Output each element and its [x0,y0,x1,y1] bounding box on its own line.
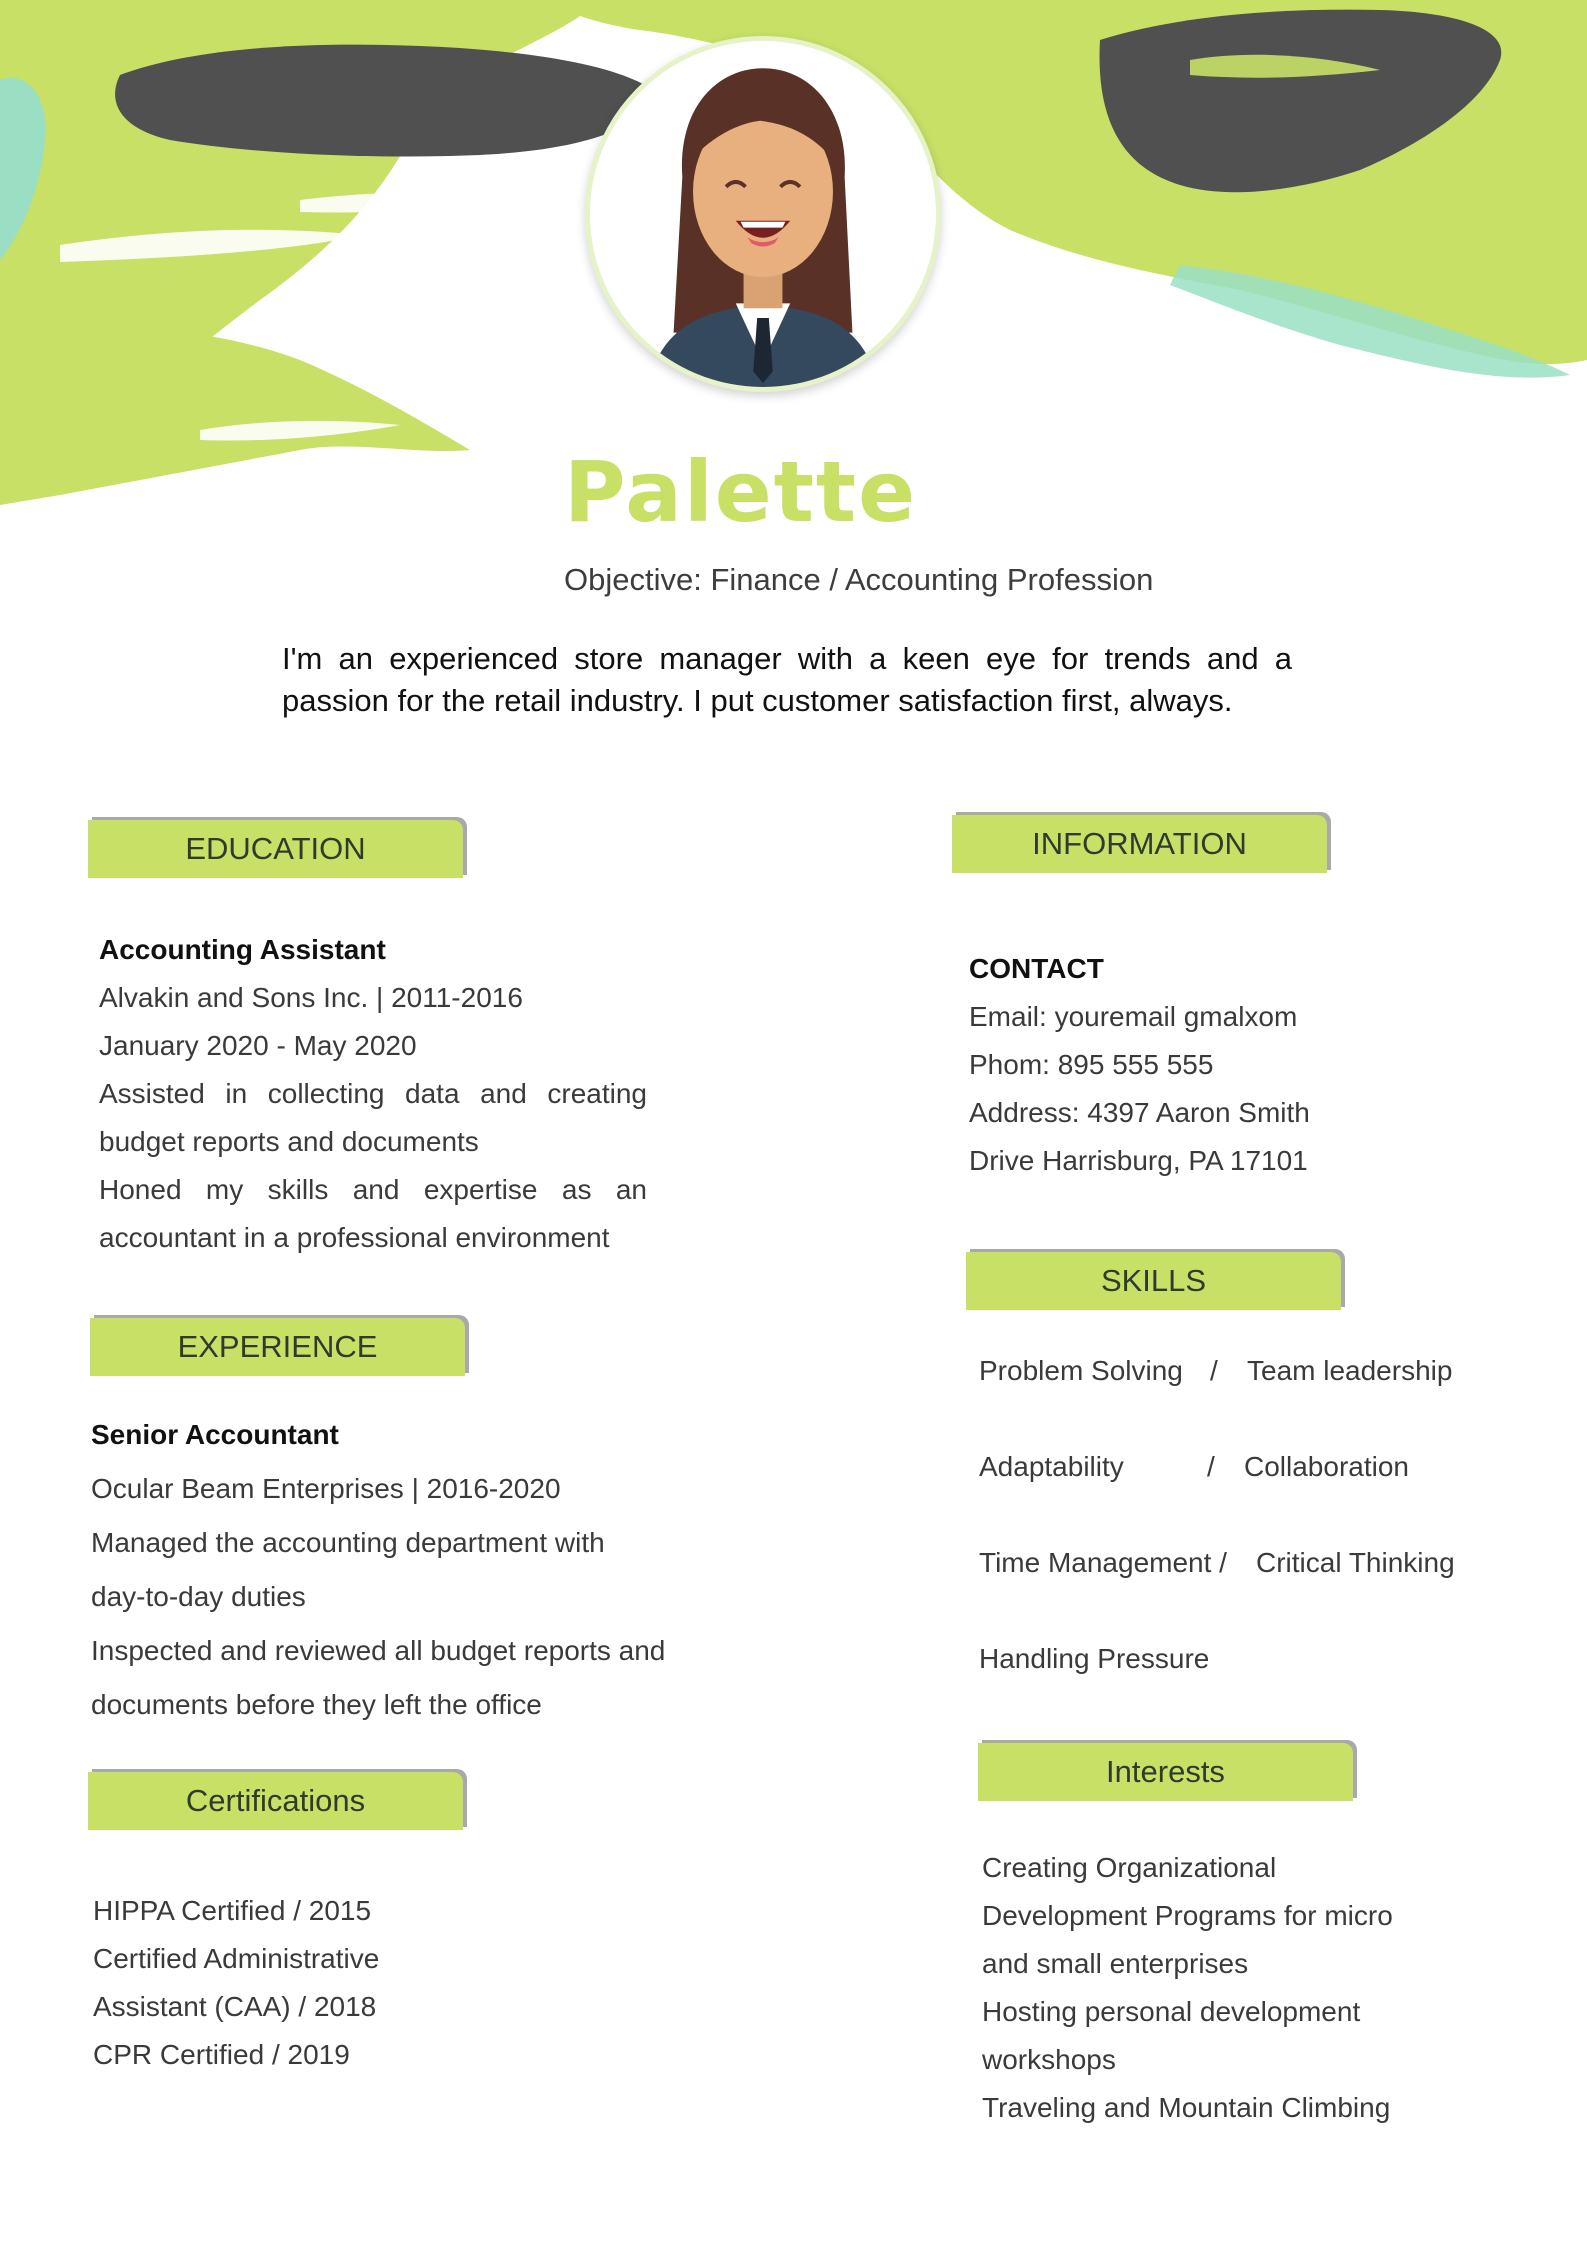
skill-item: Critical Thinking [1256,1547,1455,1578]
contact-phone: Phom: 895 555 555 [969,1049,1214,1080]
summary-paragraph: I'm an experienced store manager with a keen eye for trends and a passion for the retail industry. I put customer satisfaction first, always. [282,641,1292,718]
experience-line: documents before they left the office [91,1689,542,1720]
information-heading-tab: INFORMATION [952,815,1327,873]
contact-address-line-1: Address: 4397 Aaron Smith [969,1097,1310,1128]
certification-item: HIPPA Certified / 2015 [93,1895,372,1926]
interest-line: Traveling and Mountain Climbing [982,2092,1391,2123]
experience-title: Senior Accountant [91,1419,339,1450]
information-section [969,945,1529,1185]
education-dates: January 2020 - May 2020 [99,1030,417,1061]
skills-heading-tab: SKILLS [966,1252,1341,1310]
interest-line: Development Programs for micro [982,1900,1393,1931]
skill-item: Time Management / [979,1547,1227,1578]
interest-line: Hosting personal development [982,1996,1361,2027]
education-point-2: Honed my skills and expertise as an accountant in a professional environment [99,1174,647,1253]
skill-separator: / [1207,1451,1215,1482]
experience-heading-tab: EXPERIENCE [90,1318,465,1376]
education-title: Accounting Assistant [99,934,386,965]
contact-label: CONTACT [969,953,1104,984]
interest-line: workshops [982,2044,1116,2075]
certification-item: CPR Certified / 2019 [93,2039,350,2070]
interest-line: and small enterprises [982,1948,1249,1979]
contact-email: Email: youremail gmalxom [969,1001,1298,1032]
avatar-woman-in-suit-icon [590,41,936,387]
interests-heading-tab: Interests [978,1743,1353,1801]
skill-item: Team leadership [1247,1355,1453,1386]
experience-line: Managed the accounting department with [91,1527,605,1558]
skill-separator: / [1210,1355,1218,1386]
objective-line: Objective: Finance / Accounting Profession [564,562,1154,597]
education-heading-tab: EDUCATION [88,820,463,878]
education-section [99,926,647,1262]
experience-company: Ocular Beam Enterprises | 2016-2020 [91,1473,561,1504]
candidate-name: Palette [564,443,918,541]
interest-line: Creating Organizational [982,1852,1277,1883]
skill-item: Handling Pressure [979,1643,1210,1674]
certifications-heading-tab: Certifications [88,1772,463,1830]
contact-address-line-2: Drive Harrisburg, PA 17101 [969,1145,1308,1176]
certifications-section [93,1887,653,2079]
skill-item: Problem Solving [979,1355,1183,1386]
profile-photo [585,36,941,392]
green-brush-lower [0,326,470,505]
certification-item: Assistant (CAA) / 2018 [93,1991,377,2022]
experience-section [91,1408,691,1732]
education-company: Alvakin and Sons Inc. | 2011-2016 [99,982,523,1013]
experience-line: Inspected and reviewed all budget reports and [91,1635,666,1666]
skill-item: Collaboration [1244,1451,1409,1482]
experience-line: day-to-day duties [91,1581,306,1612]
skill-item: Adaptability [979,1451,1124,1482]
education-point-1: Assisted in collecting data and creating budget reports and documents [99,1078,647,1157]
interests-section [982,1844,1542,2132]
certification-item: Certified Administrative [93,1943,380,1974]
dark-brush-left [115,45,660,157]
